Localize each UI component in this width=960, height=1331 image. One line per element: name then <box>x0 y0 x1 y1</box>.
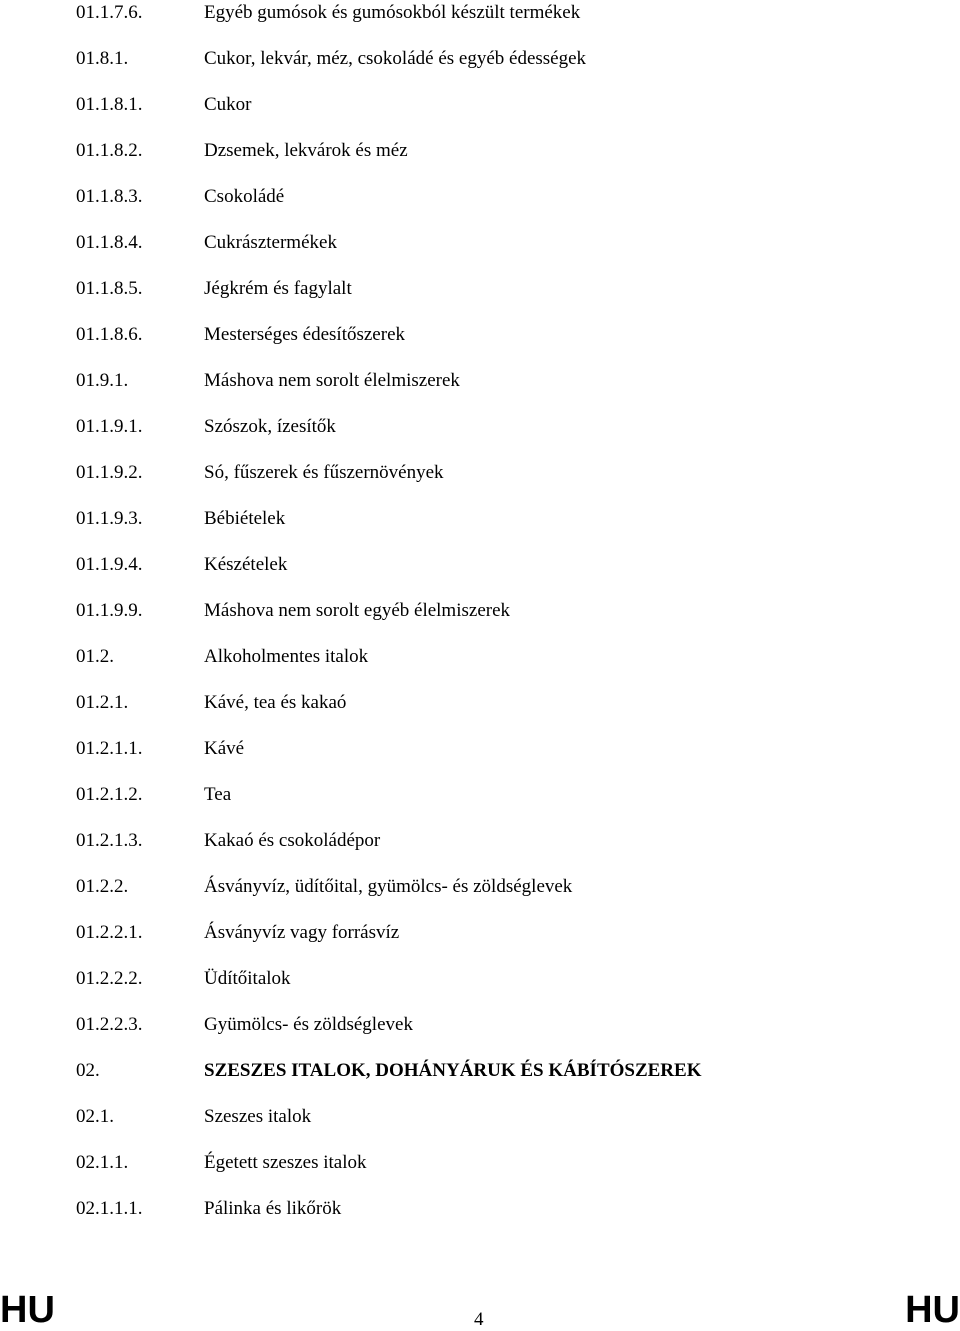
item-code: 01.2.2.2. <box>76 968 143 989</box>
item-code: 01.2.2.1. <box>76 922 143 943</box>
item-code: 01.1.9.3. <box>76 508 143 529</box>
item-code: 01.2.2.3. <box>76 1014 143 1035</box>
footer-language-mark-right: HU <box>905 1289 960 1331</box>
item-label: Ásványvíz, üdítőital, gyümölcs- és zöldséglevek <box>204 876 573 897</box>
list-item <box>76 966 936 992</box>
item-code: 02.1.1.1. <box>76 1198 143 1219</box>
item-label: Máshova nem sorolt egyéb élelmiszerek <box>204 600 511 621</box>
item-label: Mesterséges édesítőszerek <box>204 324 406 345</box>
item-label: Só, fűszerek és fűszernövények <box>204 462 444 483</box>
item-label: Tea <box>204 784 232 805</box>
item-label: Cukrásztermékek <box>204 232 337 253</box>
list-item <box>76 322 936 348</box>
item-code: 01.2.1. <box>76 692 129 713</box>
item-code: 01.1.8.3. <box>76 186 143 207</box>
item-code: 01.1.9.4. <box>76 554 143 575</box>
item-code: 01.1.9.9. <box>76 600 143 621</box>
item-label: Gyümölcs- és zöldséglevek <box>204 1014 413 1035</box>
list-item <box>76 828 936 854</box>
list-item-heading <box>76 1058 936 1084</box>
item-code: 01.1.9.2. <box>76 462 143 483</box>
page-number: 4 <box>474 1309 484 1330</box>
item-code: 01.2. <box>76 646 114 667</box>
item-code: 02.1. <box>76 1106 114 1127</box>
item-label: Jégkrém és fagylalt <box>204 278 352 299</box>
item-label: Kakaó és csokoládépor <box>204 830 381 851</box>
item-label: Szeszes italok <box>204 1106 312 1127</box>
list-item <box>76 1104 936 1130</box>
item-code: 02.1.1. <box>76 1152 129 1173</box>
item-label: Egyéb gumósok és gumósokból készült termékek <box>204 2 581 23</box>
list-item <box>76 598 936 624</box>
item-label: Szószok, ízesítők <box>204 416 336 437</box>
list-item <box>76 92 936 118</box>
item-code: 01.1.8.4. <box>76 232 143 253</box>
list-item <box>76 460 936 486</box>
list-item <box>76 368 936 394</box>
list-item <box>76 414 936 440</box>
list-item <box>76 690 936 716</box>
item-code: 01.1.8.2. <box>76 140 143 161</box>
item-code: 01.2.1.2. <box>76 784 143 805</box>
item-code: 01.1.8.6. <box>76 324 143 345</box>
item-code: 01.2.1.3. <box>76 830 143 851</box>
list-item <box>76 184 936 210</box>
list-item <box>76 0 936 26</box>
list-item <box>76 46 936 72</box>
item-label: Égetett szeszes italok <box>204 1152 367 1173</box>
item-label: Kávé <box>204 738 245 759</box>
item-label: Máshova nem sorolt élelmiszerek <box>204 370 460 391</box>
item-code: 01.8.1. <box>76 48 129 69</box>
item-code: 01.2.2. <box>76 876 129 897</box>
list-item <box>76 736 936 762</box>
list-item <box>76 230 936 256</box>
item-label: Csokoládé <box>204 186 285 207</box>
item-code: 01.2.1.1. <box>76 738 143 759</box>
item-label: SZESZES ITALOK, DOHÁNYÁRUK ÉS KÁBÍTÓSZEREK <box>204 1060 702 1081</box>
list-item <box>76 920 936 946</box>
list-item <box>76 138 936 164</box>
footer-language-mark-left: HU <box>0 1289 55 1331</box>
item-label: Ásványvíz vagy forrásvíz <box>204 922 400 943</box>
list-item <box>76 782 936 808</box>
item-label: Cukor <box>204 94 252 115</box>
item-label: Cukor, lekvár, méz, csokoládé és egyéb édességek <box>204 48 587 69</box>
item-label: Alkoholmentes italok <box>204 646 369 667</box>
list-item <box>76 874 936 900</box>
list-item <box>76 552 936 578</box>
item-code: 01.1.8.1. <box>76 94 143 115</box>
item-code: 01.1.9.1. <box>76 416 143 437</box>
list-item <box>76 506 936 532</box>
item-label: Pálinka és likőrök <box>204 1198 342 1219</box>
item-label: Kávé, tea és kakaó <box>204 692 347 713</box>
item-label: Készételek <box>204 554 288 575</box>
list-item <box>76 276 936 302</box>
list-item <box>76 1196 936 1222</box>
item-label: Bébiételek <box>204 508 286 529</box>
list-item <box>76 1012 936 1038</box>
item-code: 01.1.7.6. <box>76 2 143 23</box>
list-item <box>76 1150 936 1176</box>
item-label: Dzsemek, lekvárok és méz <box>204 140 408 161</box>
list-item <box>76 644 936 670</box>
item-code: 02. <box>76 1060 100 1081</box>
item-label: Üdítőitalok <box>204 968 291 989</box>
item-code: 01.1.8.5. <box>76 278 143 299</box>
item-code: 01.9.1. <box>76 370 129 391</box>
